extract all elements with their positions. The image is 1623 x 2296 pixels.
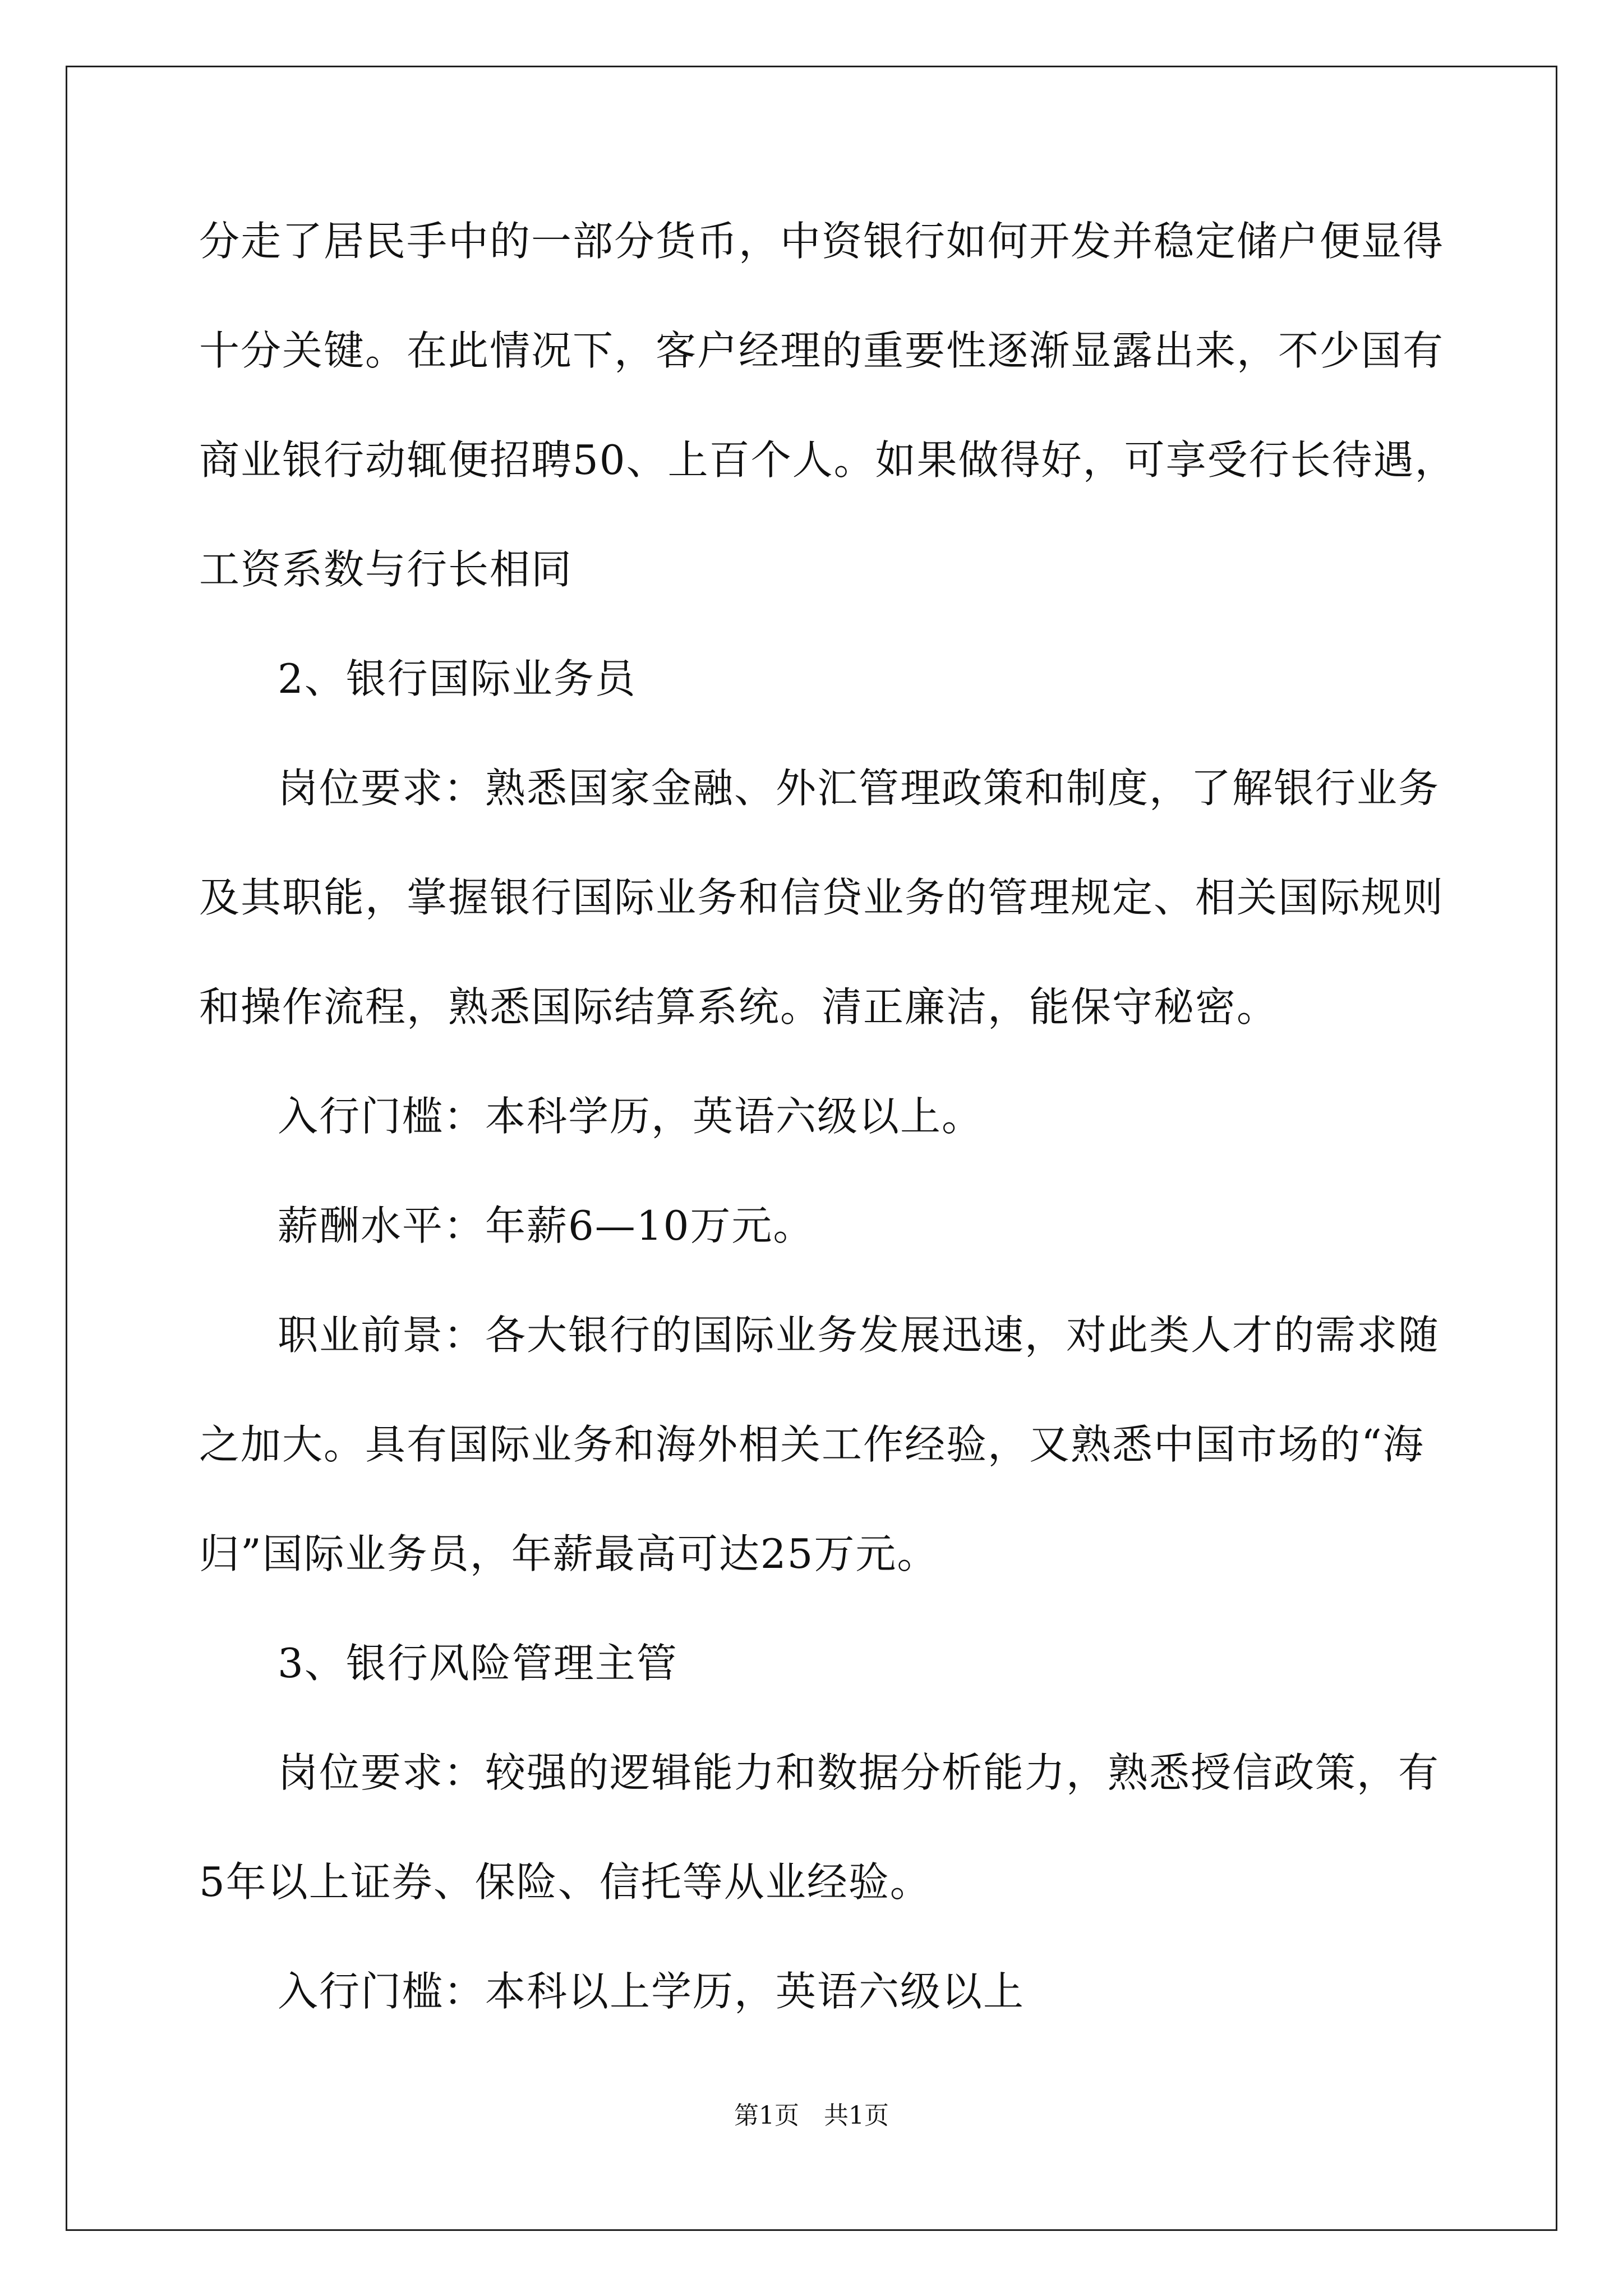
text-line: 及其职能，掌握银行国际业务和信贷业务的管理规定、相关国际规则 xyxy=(199,874,1445,921)
text-line: 和操作流程，熟悉国际结算系统。清正廉洁，能保守秘密。 xyxy=(199,983,1279,1030)
paragraph-start: 岗位要求：熟悉国家金融、外汇管理政策和制度，了解银行业务 xyxy=(278,765,1440,812)
text-line: 分走了居民手中的一部分货币，中资银行如何开发并稳定储户便显得 xyxy=(199,218,1445,265)
page-footer: 第1页 共1页 xyxy=(734,2101,889,2130)
text-line: 十分关键。在此情况下，客户经理的重要性逐渐显露出来，不少国有 xyxy=(199,327,1445,374)
text-line: 商业银行动辄便招聘50、上百个人。如果做得好，可享受行长待遇， xyxy=(199,436,1456,484)
paragraph-start: 岗位要求：较强的逻辑能力和数据分析能力，熟悉授信政策，有 xyxy=(278,1749,1440,1796)
section-heading: 3、银行风险管理主管 xyxy=(278,1640,678,1687)
text-line: 5年以上证券、保险、信托等从业经验。 xyxy=(199,1858,932,1906)
text-line: 归”国际业务员，年薪最高可达25万元。 xyxy=(199,1530,939,1577)
paragraph-start: 薪酬水平：年薪6—10万元。 xyxy=(278,1202,815,1249)
paragraph-start: 入行门槛：本科以上学历，英语六级以上 xyxy=(278,1968,1025,2015)
text-line: 工资系数与行长相同 xyxy=(199,546,573,593)
section-heading: 2、银行国际业务员 xyxy=(278,655,637,702)
paragraph-start: 职业前景：各大银行的国际业务发展迅速，对此类人才的需求随 xyxy=(278,1312,1440,1359)
paragraph-start: 入行门槛：本科学历，英语六级以上。 xyxy=(278,1093,984,1140)
text-line: 之加大。具有国际业务和海外相关工作经验，又熟悉中国市场的“海 xyxy=(199,1421,1424,1468)
